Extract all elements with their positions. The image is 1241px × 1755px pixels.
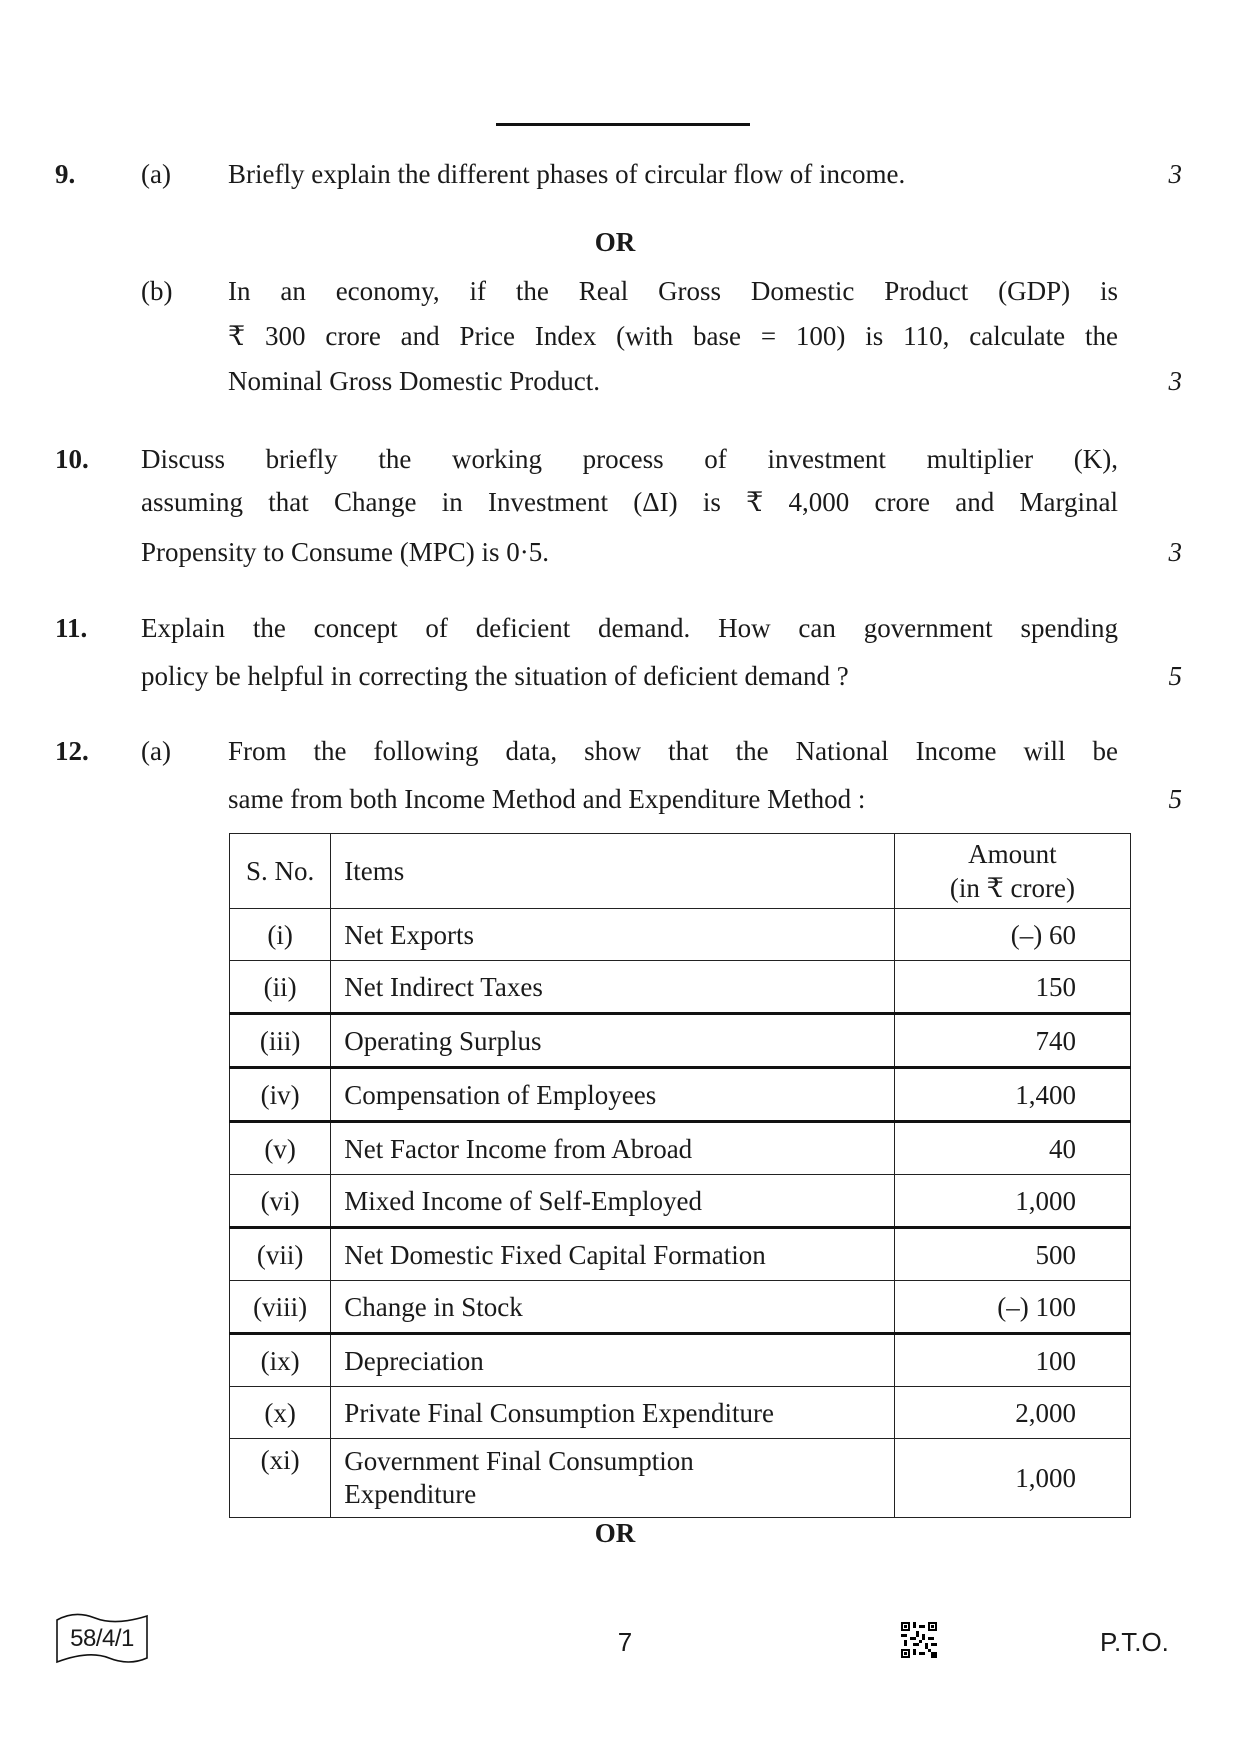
table-row: [230, 1175, 1131, 1228]
question-number: 11.: [55, 613, 88, 643]
marks: 5: [1168, 661, 1182, 691]
or-separator: OR: [594, 1518, 636, 1548]
row-amount: 100: [894, 1334, 1130, 1387]
row-amount: 1,000: [894, 1439, 1130, 1518]
row-item: Private Final Consumption Expenditure: [331, 1387, 895, 1439]
table-row: [230, 909, 1131, 961]
row-sno: (xi): [230, 1439, 331, 1518]
question-text: Briefly explain the different phases of circular flow of income.: [228, 159, 906, 189]
question-text-line: In an economy, if the Real Gross Domestic Product (GDP) is: [228, 276, 1118, 306]
question-number: 12.: [55, 736, 89, 766]
table-row: [230, 1334, 1131, 1387]
table-header-row: [230, 834, 1131, 909]
question-text-line: Nominal Gross Domestic Product.: [228, 366, 600, 396]
row-amount: 1,000: [894, 1175, 1130, 1228]
question-number: 10.: [55, 444, 89, 474]
table-row: [230, 1068, 1131, 1122]
question-text-line: policy be helpful in correcting the situation of deficient demand ?: [141, 661, 849, 691]
row-item: Change in Stock: [331, 1281, 895, 1334]
question-text-line: Explain the concept of deficient demand. How can government spending: [141, 613, 1118, 643]
header-amount: [894, 834, 1130, 909]
row-sno: (iv): [230, 1068, 331, 1122]
question-text-line: From the following data, show that the National Income will be: [228, 736, 1118, 766]
question-text-line: ₹ 300 crore and Price Index (with base = 100) is 110, calculate the: [228, 321, 1118, 351]
question-text-line: same from both Income Method and Expenditure Method :: [228, 784, 866, 814]
question-text-line: Propensity to Consume (MPC) is 0·5.: [141, 537, 550, 567]
row-sno: (vi): [230, 1175, 331, 1228]
table-row: [230, 1439, 1131, 1518]
row-item: [331, 1439, 895, 1518]
top-divider: [496, 123, 750, 126]
table-row: [230, 1281, 1131, 1334]
question-number: 9.: [55, 159, 76, 189]
row-sno: (viii): [230, 1281, 331, 1334]
table-row: [230, 961, 1131, 1014]
table-row: [230, 1228, 1131, 1281]
row-item: Operating Surplus: [331, 1014, 895, 1068]
row-item: Mixed Income of Self-Employed: [331, 1175, 895, 1228]
row-sno: (vii): [230, 1228, 331, 1281]
row-sno: (ix): [230, 1334, 331, 1387]
row-item: Net Domestic Fixed Capital Formation: [331, 1228, 895, 1281]
row-amount: 740: [894, 1014, 1130, 1068]
table-row: [230, 1387, 1131, 1439]
row-amount: (–) 100: [894, 1281, 1130, 1334]
row-item: Depreciation: [331, 1334, 895, 1387]
marks: 3: [1168, 537, 1182, 567]
row-item-line1: Government Final Consumption: [344, 1446, 694, 1476]
row-amount: (–) 60: [894, 909, 1130, 961]
header-amount-line2: (in ₹ crore): [949, 873, 1075, 903]
row-sno: (v): [230, 1122, 331, 1175]
paper-code-badge: [55, 1612, 149, 1666]
row-amount: 150: [894, 961, 1130, 1014]
part-label: (a): [141, 736, 171, 766]
header-items: Items: [331, 834, 895, 909]
qr-code-icon: [901, 1622, 937, 1658]
question-text-line: assuming that Change in Investment (ΔI) is ₹ 4,000 crore and Marginal: [141, 487, 1118, 517]
row-item-line2: Expenditure: [344, 1479, 477, 1509]
or-separator: OR: [594, 227, 636, 257]
table-row: [230, 1014, 1131, 1068]
row-sno: (x): [230, 1387, 331, 1439]
part-label: (b): [141, 276, 173, 306]
row-item: Net Exports: [331, 909, 895, 961]
question-text-line: Discuss briefly the working process of investment multiplier (K),: [141, 444, 1118, 474]
row-amount: 40: [894, 1122, 1130, 1175]
page-number: 7: [617, 1627, 633, 1657]
row-item: Net Factor Income from Abroad: [331, 1122, 895, 1175]
row-amount: 1,400: [894, 1068, 1130, 1122]
marks: 3: [1168, 366, 1182, 396]
table-row: [230, 1122, 1131, 1175]
part-label: (a): [141, 159, 171, 189]
row-amount: 2,000: [894, 1387, 1130, 1439]
row-sno: (i): [230, 909, 331, 961]
row-item: Compensation of Employees: [331, 1068, 895, 1122]
row-amount: 500: [894, 1228, 1130, 1281]
header-amount-line1: Amount: [968, 839, 1057, 869]
marks: 3: [1168, 159, 1182, 189]
please-turn-over: P.T.O.: [1100, 1627, 1169, 1657]
row-sno: (iii): [230, 1014, 331, 1068]
header-sno: S. No.: [230, 834, 331, 909]
marks: 5: [1168, 784, 1182, 814]
row-sno: (ii): [230, 961, 331, 1014]
national-income-data-table: [229, 833, 1131, 1518]
paper-code: 58/4/1: [70, 1625, 134, 1652]
row-item: Net Indirect Taxes: [331, 961, 895, 1014]
